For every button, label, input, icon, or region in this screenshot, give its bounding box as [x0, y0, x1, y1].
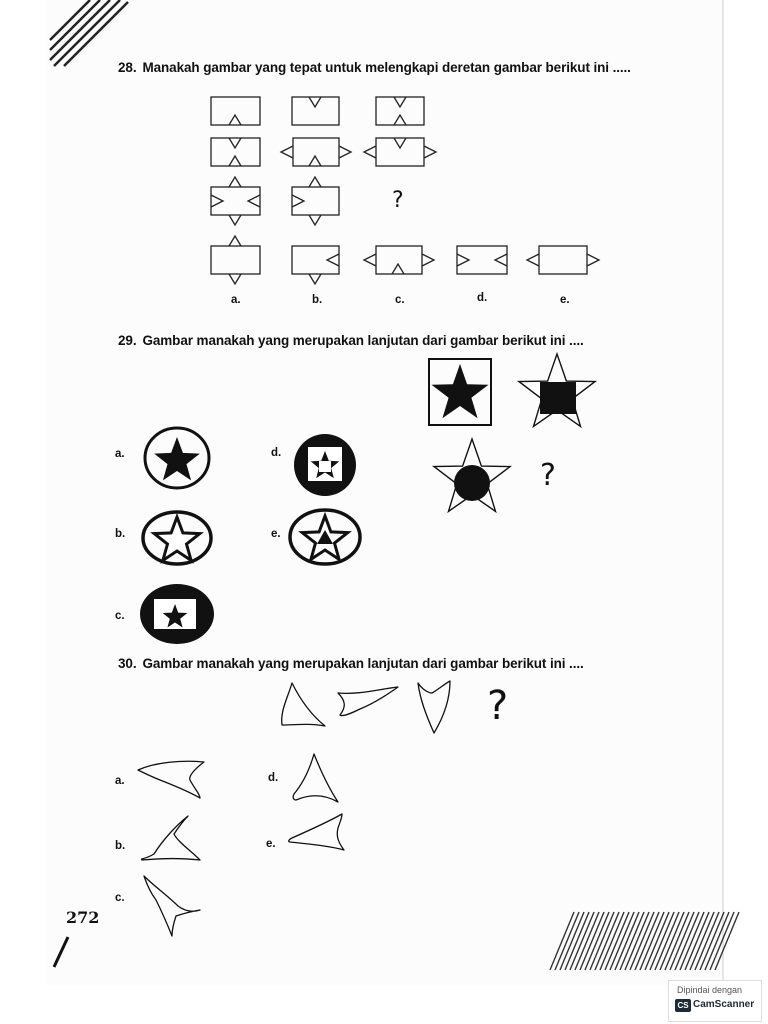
- q28-option-a-rect: [211, 246, 260, 274]
- q28-option-b-label: b.: [312, 294, 323, 306]
- q29-option-b-label: b.: [115, 528, 126, 540]
- question-28-figure-grid: [200, 90, 620, 320]
- q28-option-d-label: d.: [477, 292, 488, 304]
- hatch-line: [570, 912, 594, 970]
- question-29-options-figure: [130, 420, 390, 660]
- hatch-line: [600, 912, 624, 970]
- camscanner-brand: CamScanner: [693, 999, 755, 1010]
- question-28-text: Manakah gambar yang tepat untuk melengkapi deretan gambar berikut ini .....: [142, 60, 631, 75]
- hatch-line: [575, 912, 599, 970]
- question-28-missing-mark: ?: [392, 188, 404, 213]
- q28-option-b-rect: [292, 246, 339, 274]
- hatch-line: [640, 912, 664, 970]
- hatch-line: [610, 912, 634, 970]
- hatch-line: [560, 912, 584, 970]
- hatch-line: [555, 912, 579, 970]
- hatch-line: [550, 912, 574, 970]
- question-30-options-figure: [130, 750, 370, 940]
- question-28-number: 28.: [118, 60, 137, 75]
- question-29-text: Gambar manakah yang merupakan lanjutan dari gambar berikut ini ....: [142, 333, 584, 348]
- q30-option-b-label: b.: [115, 840, 126, 852]
- q28-option-e-label: e.: [560, 294, 570, 306]
- hatch-line: [595, 912, 619, 970]
- hatch-line: [565, 912, 589, 970]
- q29-option-a-label: a.: [115, 448, 125, 460]
- hatch-line: [650, 912, 674, 970]
- q30-seq-1-shape: [282, 683, 325, 726]
- hatch-line: [670, 912, 694, 970]
- hatch-line: [665, 912, 689, 970]
- q28-option-c-label: c.: [395, 294, 405, 306]
- q30-option-c-shape: [144, 876, 200, 936]
- hatch-line: [715, 912, 739, 970]
- hatch-line: [705, 912, 729, 970]
- bottom-right-hatch-decoration: [540, 912, 720, 972]
- hatch-line: [630, 912, 654, 970]
- question-29-missing-mark: ?: [540, 458, 556, 493]
- q28-r1c2-rect: [292, 97, 339, 125]
- hatch-line: [585, 912, 609, 970]
- q30-option-e-label: e.: [266, 838, 276, 850]
- question-29-number: 29.: [118, 333, 137, 348]
- hatch-line: [685, 912, 709, 970]
- q29-seq-3-circle: [454, 465, 490, 501]
- hatch-line: [580, 912, 604, 970]
- hatch-line: [645, 912, 669, 970]
- q30-option-b-shape: [142, 816, 201, 860]
- hatch-line: [625, 912, 649, 970]
- hatch-line: [695, 912, 719, 970]
- camscanner-logo-icon: CS: [675, 999, 691, 1012]
- q28-option-e-rect: [539, 246, 587, 274]
- question-30: [118, 656, 584, 671]
- q29-seq-2-square: [540, 382, 576, 414]
- hatch-line: [620, 912, 644, 970]
- q30-option-d-label: d.: [268, 772, 279, 784]
- q28-r1c3-rect: [376, 97, 424, 125]
- question-28: [118, 60, 631, 75]
- q30-option-a-shape: [138, 761, 204, 798]
- question-30-sequence-figure: [270, 675, 470, 745]
- q29-seq-1-star: [432, 364, 489, 418]
- q30-option-e-shape: [289, 814, 344, 850]
- q28-r1c1-rect: [211, 97, 260, 125]
- q30-option-d-shape: [293, 754, 338, 802]
- question-29-sequence-figure: [420, 350, 620, 520]
- hatch-line: [635, 912, 659, 970]
- q30-seq-3-shape: [418, 681, 450, 733]
- q29-option-d-square: [319, 461, 331, 472]
- q29-option-c-label: c.: [115, 610, 125, 622]
- hatch-line: [680, 912, 704, 970]
- hatch-line: [615, 912, 639, 970]
- q29-option-a-star: [154, 437, 200, 480]
- hatch-line: [660, 912, 684, 970]
- question-30-number: 30.: [118, 656, 137, 671]
- page-number: 272: [66, 908, 100, 927]
- q29-option-e-label: e.: [271, 528, 281, 540]
- hatch-line: [675, 912, 699, 970]
- question-30-text: Gambar manakah yang merupakan lanjutan dari gambar berikut ini ....: [142, 656, 584, 671]
- hatch-line: [655, 912, 679, 970]
- hatch-line: [690, 912, 714, 970]
- camscanner-watermark: [668, 980, 762, 1022]
- question-29: [118, 333, 584, 348]
- q29-option-b-star: [154, 517, 200, 560]
- question-30-missing-mark: ?: [487, 683, 509, 729]
- q30-option-a-label: a.: [115, 775, 125, 787]
- q28-option-d-rect: [457, 246, 507, 274]
- q30-option-c-label: c.: [115, 892, 125, 904]
- q28-option-c-rect: [376, 246, 422, 274]
- q30-seq-2-shape: [338, 687, 398, 716]
- camscanner-caption: Dipindai dengan: [677, 985, 743, 995]
- hatch-line: [605, 912, 629, 970]
- hatch-line: [590, 912, 614, 970]
- q28-option-a-label: a.: [231, 294, 241, 306]
- bottom-left-slash-decoration: [52, 935, 72, 970]
- q29-option-d-label: d.: [271, 447, 282, 459]
